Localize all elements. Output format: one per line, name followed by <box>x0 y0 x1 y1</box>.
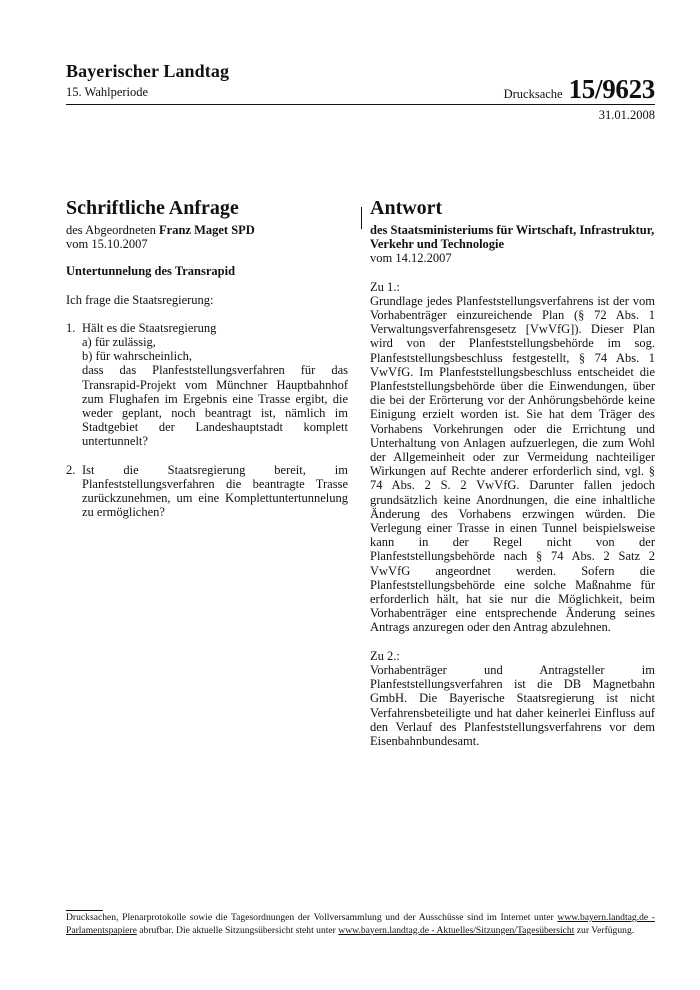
footer-text: zur Verfügung. <box>574 924 635 936</box>
question-line: a) für zulässig, <box>82 335 156 350</box>
question-item-2 <box>66 463 348 520</box>
footer-text: abrufbar. Die aktuelle Sitzungsübersicht steht unter <box>136 924 339 936</box>
question-topic: Untertunnelung des Transrapid <box>66 264 236 279</box>
question-number: 2. <box>66 462 76 477</box>
drucksache-id <box>504 74 655 105</box>
drucksache-label: Drucksache <box>503 87 563 101</box>
parliament-title: Bayerischer Landtag <box>66 61 230 81</box>
footer-rule <box>66 910 103 911</box>
question-number: 1. <box>66 320 76 335</box>
question-text: Ist die Staatsregierung bereit, im Planfeststellungsverfahren die beantragte Trasse zurückzunehmen, um eine Komplettuntertunnelung zu ermöglichen? <box>82 462 348 520</box>
question-column <box>66 195 348 519</box>
question-item-1 <box>66 321 348 449</box>
question-heading: Schriftliche Anfrage <box>66 197 239 219</box>
column-divider <box>361 207 362 229</box>
footer-note <box>66 912 655 937</box>
question-intro: Ich frage die Staatsregierung: <box>66 292 214 307</box>
answer-label-1: Zu 1.: <box>370 279 400 294</box>
author-name: Franz Maget SPD <box>159 223 255 237</box>
answer-ministry: des Staatsministeriums für Wirtschaft, Infrastruktur, Verkehr und Technologie <box>370 223 655 252</box>
question-text: dass das Planfeststellungsverfahren für das Transrapid-Projekt vom Münchner Hauptbahnhof zum Flughafen im Ergebnis eine Trasse ergibt, die weder geplant, noch beantragt ist, nämlich im Stadtgebiet der Landeshauptstadt komplett untertunnelt? <box>82 363 348 449</box>
author-prefix: des Abgeordneten <box>66 223 156 237</box>
question-line: b) für wahrscheinlich, <box>82 349 193 364</box>
footer-text: Drucksachen, Plenarprotokolle sowie die Tagesordnungen der Vollversammlung und der Ausschüsse sind im Internet unter <box>66 912 558 923</box>
document-date: 31.01.2008 <box>598 108 655 122</box>
question-date: vom 15.10.2007 <box>66 237 148 252</box>
answer-heading: Antwort <box>370 197 443 219</box>
drucksache-number: 15/9623 <box>568 74 655 104</box>
answer-label-2: Zu 2.: <box>370 648 400 663</box>
answer-date: vom 14.12.2007 <box>370 251 452 266</box>
answer-text-2: Vorhabenträger und Antragsteller im Planfeststellungsverfahren ist die DB Magnetbahn GmbH. Die Bayerische Staatsregierung ist nicht Verfahrensbeteiligte und hat daher keinerlei Einfluss auf den Verlauf des Planfeststellungsverfahrens vor dem Eisenbahnbundesamt. <box>370 662 655 748</box>
footer-link-tagesuebersicht[interactable]: www.bayern.landtag.de - Aktuelles/Sitzungen/Tagesübersicht <box>338 924 575 936</box>
answer-text-1: Grundlage jedes Planfeststellungsverfahrens ist der vom Vorhabenträger einzureichende Plan (§ 72 Abs. 1 Verwaltungsverfahrensgesetz [VwVfG]). Dieser Plan wird von der Planfeststellungsbehörde im sog. Planfeststellungsbeschluss festgestellt, § 74 Abs. 1 VwVfG. Im Planfeststellungsbeschluss entscheidet die Planfeststellungsbehörde über die Einwendungen, über die bei der Erörterung vor der Anhörungsbehörde keine Einigung erzielt worden ist. Sie hat dem Träger des Vorhabens Vorkehrungen oder die Errichtung und Unterhaltung von Anlagen aufzuerlegen, die zum Wohl der Allgemeinheit oder zur Vermeidung nachteiliger Wirkungen auf Rechte anderer erforderlich sind, vgl. § 74 Abs. 2 S. 2 VwVfG. Darunter fallen jedoch grundsätzlich keine Anordnungen, die eine inhaltliche Änderung des Vorhabens erzwingen würden. Die Verlegung einer Trasse in einen Tunnel beispielsweise kann in der Regel nicht von der Planfeststellungsbehörde nach § 74 Abs. 2 Satz 2 VwVfG angeordnet werden. Sofern die Planfeststellungsbehörde eine solche Maßnahme für erforderlich hält, hat sie nur die Möglichkeit, beim Vorhabenträger eine entsprechende Änderung seines Antrags anzuregen oder den Antrag abzulehnen. <box>370 293 655 635</box>
answer-column <box>370 195 655 748</box>
footer-link-parlamentspapiere[interactable]: www.bayern.landtag.de - Parlamentspapiere <box>66 912 655 936</box>
legislative-period: 15. Wahlperiode <box>66 85 149 99</box>
header-rule <box>66 104 655 105</box>
question-author <box>66 223 348 237</box>
question-line: Hält es die Staatsregierung <box>82 320 217 335</box>
